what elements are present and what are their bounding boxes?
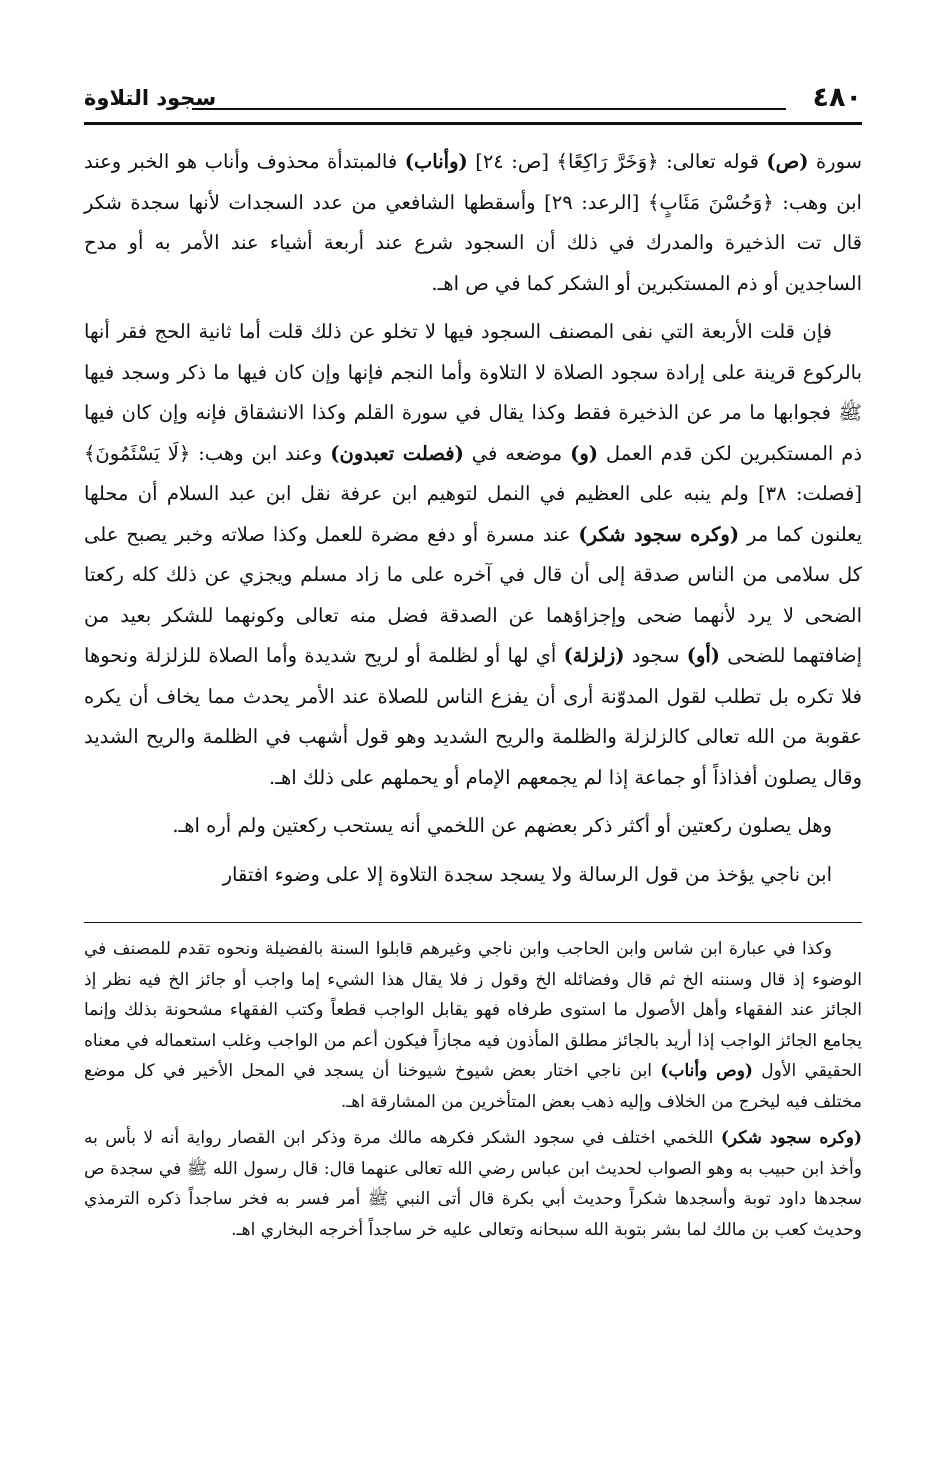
main-text: [84, 142, 862, 903]
header-rule: [84, 122, 862, 125]
main-paragraph-1: سورة (ص) قوله تعالى: ﴿وَخَرَّ رَاكِعًا﴾ [ص: ٢٤] (وأناب) فالمبتدأة محذوف وأناب هو الخبر وعند ابن وهب: ﴿وَحُسْنَ مَئَابٍ﴾ [الرعد: ٢٩] وأسقطها الشافعي من عدد السجدات لأنها سجدة شكر قال تت الذخيرة والمدرك في ذلك أن السجود شرع عند أربعة أشياء عند الأمر به أو مدح الساجدين أو ذم المستكبرين أو الشكر كما في ص اهـ.: [84, 150, 862, 295]
bold-term: (وأناب): [404, 150, 468, 173]
bold-term: (وص وأناب): [660, 1061, 753, 1081]
bold-term: (و): [570, 441, 598, 465]
bold-term: (أو): [686, 644, 721, 667]
header-line: [192, 108, 786, 110]
page-number: ٤٨٠: [812, 82, 862, 113]
bold-term: (فصلت تعبدون): [330, 441, 464, 465]
main-paragraph-3: وهل يصلون ركعتين أو أكثر ذكر بعضهم عن اللخمي أنه يستحب ركعتين ولم أره اهـ.: [172, 814, 832, 837]
main-paragraph-2: فإن قلت الأربعة التي نفى المصنف السجود فيها لا تخلو عن ذلك قلت أما ثانية الحج فقر أنها بالركوع قرينة على إرادة سجود الصلاة لا التلاوة وأما النجم فإنها وإن كان فيها ما ذكر وسجد فيها ﷺ فجوابها ما مر عن الذخيرة فقط وكذا يقال في سورة القلم وكذا الانشقاق فإنه وإن كان فيها ذم المستكبرين لكن قدم العمل (و) موضعه في (فصلت تعبدون) وعند ابن وهب: ﴿لَا يَسْئَمُونَ﴾ [فصلت: ٣٨] ولم ينبه على العظيم في النمل لتوهيم ابن عرفة نقل ابن عبد السلام أن محلها يعلنون كما مر (وكره سجود شكر) عند مسرة أو دفع مضرة للعمل وكذا صلاته وخبر يصبح على كل سلامى من الناس صدقة إلى أن قال في آخره على ما زاد مسلم ويجزي عن ذلك كله ركعتا الضحى لا يرد لأنهما ضحى وإجزاؤهما عن الصدقة فضل منه تعالى وكونهما للشكر بعيد من إضافتهما للضحى (أو) سجود (زلزلة) أي لها أو لظلمة أو لريح شديدة وأما الصلاة للزلزلة ونحوها فلا تكره بل تطلب لقول المدوّنة أرى أن يفزع الناس للصلاة عند الأمر يحدث مما يخاف أن يكره عقوبة من الله تعالى كالزلزلة والظلمة والريح الشديد وهو قول أشهب في الظلمة والريح الشديد وقال يصلون أفذاذاً أو جماعة إذا لم يجمعهم الإمام أو يحملهم على ذلك اهـ.: [84, 320, 863, 789]
footnote-2: (وكره سجود شكر) اللخمي اختلف في سجود الشكر فكرهه مالك مرة وذكر ابن القصار رواية أنه لا بأس به وأخذ ابن حبيب به وهو الصواب لحديث ابن عباس رضي الله تعالى عنهما قال: قال رسول الله ﷺ في سجدة ص سجدها داود توبة وأسجدها شكراً وحديث أبي بكرة قال أتى النبي ﷺ أمر فسر به فخر ساجداً ذكره الترمذي وحديث كعب بن مالك لما بشر بتوبة الله سبحانه وتعالى عليه خر ساجداً أخرجه البخاري اهـ.: [84, 1128, 862, 1240]
footnotes: [84, 934, 862, 1251]
bold-term: (وكره سجود شكر): [578, 522, 740, 546]
main-paragraph-4: ابن ناجي يؤخذ من قول الرسالة ولا يسجد سجدة التلاوة إلا على وضوء افتقار: [222, 862, 832, 886]
page-header: [84, 78, 862, 126]
running-title: سجود التلاوة: [84, 86, 217, 110]
bold-term: (وكره سجود شكر): [720, 1128, 862, 1148]
bold-term: (زلزلة): [563, 644, 625, 667]
footnote-separator: [84, 922, 862, 923]
bold-term: (ص): [766, 150, 809, 173]
footnote-1: وكذا في عبارة ابن شاس وابن الحاجب وابن ناجي وغيرهم قابلوا السنة بالفضيلة ونحوه تقدم للمصنف في الوضوء إذ قال وسننه الخ ثم قال وفضائله الخ وقول ز فلا يقال هذا الشيء إما واجب أو جائز الخ فيه نظر إذ الجائز عند الفقهاء وأهل الأصول ما استوى طرفاه فهو يقابل الواجب قطعاً وكتب الفقهاء مشحونة بذلك وإنما يجامع الجائز الواجب إذا أريد بالجائز مطلق المأذون فيه مجازاً فيكون أعم من الواجب وغلب استعماله في معناه الحقيقي الأول (وص وأناب) ابن ناجي اختار بعض شيوخ شيوخنا أن يسجد في المحل الأخير في كل موضع مختلف فيه ليخرج من الخلاف وإليه ذهب بعض المتأخرين من المشارقة اهـ.: [84, 939, 862, 1112]
